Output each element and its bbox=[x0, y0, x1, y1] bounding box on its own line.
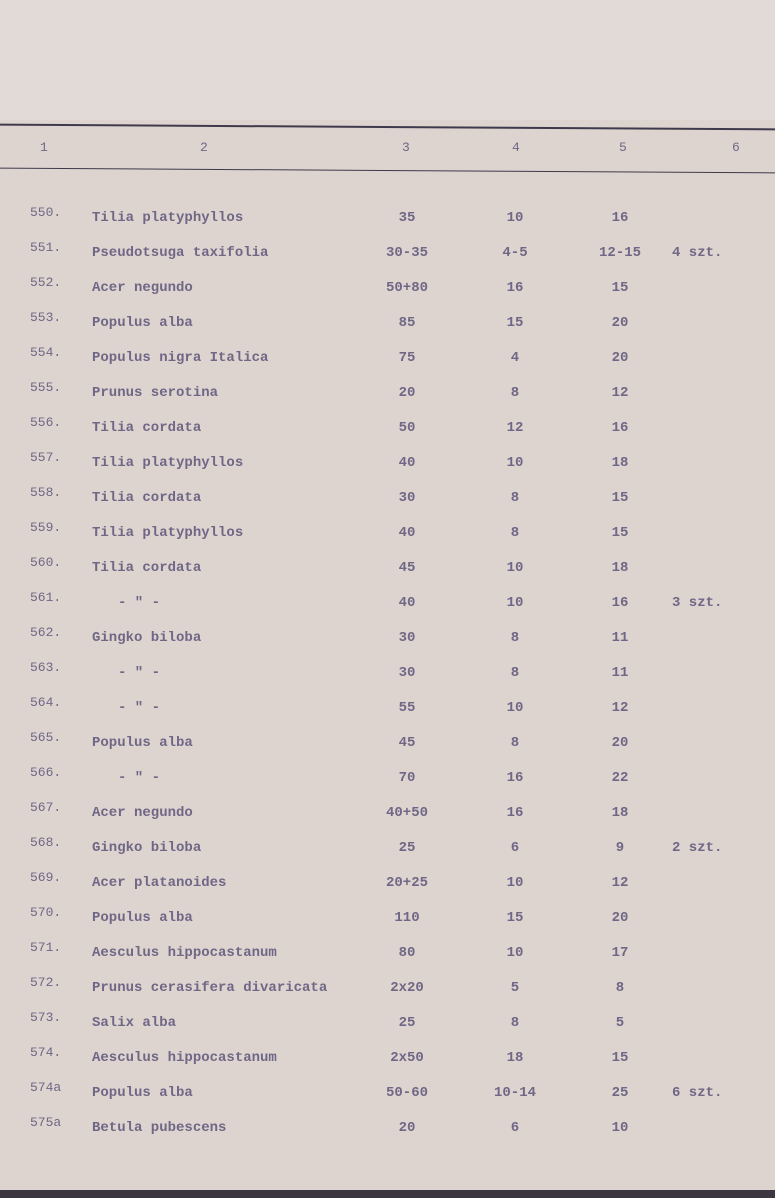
row-number: 553. bbox=[30, 310, 62, 325]
table-row bbox=[0, 625, 775, 660]
species-name: Tilia platyphyllos bbox=[92, 525, 244, 541]
table-row bbox=[0, 240, 775, 275]
table-row bbox=[0, 905, 775, 940]
value-col-3: 40 bbox=[398, 595, 416, 611]
value-col-4: 4 bbox=[510, 350, 520, 366]
value-col-5: 10 bbox=[611, 1120, 629, 1136]
value-col-5: 8 bbox=[615, 980, 625, 996]
value-col-3: 50-60 bbox=[385, 1085, 428, 1101]
value-col-4: 6 bbox=[510, 840, 520, 856]
table-row bbox=[0, 590, 775, 625]
table-row bbox=[0, 1010, 775, 1045]
table-row bbox=[0, 835, 775, 870]
value-col-5: 12-15 bbox=[598, 245, 641, 261]
header-bottom-rule bbox=[0, 168, 775, 174]
note: 2 szt. bbox=[672, 840, 723, 856]
header-col-4: 4 bbox=[512, 140, 520, 155]
row-number: 568. bbox=[30, 835, 62, 850]
species-name: Betula pubescens bbox=[92, 1120, 227, 1136]
value-col-3: 20+25 bbox=[385, 875, 428, 891]
row-number: 571. bbox=[30, 940, 62, 955]
species-name: Gingko biloba bbox=[92, 630, 202, 646]
value-col-3: 40+50 bbox=[385, 805, 428, 821]
row-number: 574. bbox=[30, 1045, 62, 1060]
value-col-4: 10-14 bbox=[493, 1085, 536, 1101]
table-row bbox=[0, 275, 775, 310]
row-number: 562. bbox=[30, 625, 62, 640]
value-col-3: 30 bbox=[398, 630, 416, 646]
row-number: 551. bbox=[30, 240, 62, 255]
row-number: 552. bbox=[30, 275, 62, 290]
row-number: 557. bbox=[30, 450, 62, 465]
value-col-5: 12 bbox=[611, 875, 629, 891]
value-col-5: 16 bbox=[611, 595, 629, 611]
value-col-4: 10 bbox=[506, 210, 524, 226]
value-col-3: 20 bbox=[398, 385, 416, 401]
value-col-4: 10 bbox=[506, 560, 524, 576]
table-row bbox=[0, 870, 775, 905]
value-col-4: 10 bbox=[506, 595, 524, 611]
value-col-3: 75 bbox=[398, 350, 416, 366]
value-col-5: 18 bbox=[611, 805, 629, 821]
value-col-5: 11 bbox=[611, 665, 629, 681]
row-number: 575a bbox=[30, 1115, 62, 1130]
value-col-5: 12 bbox=[611, 385, 629, 401]
column-number-header bbox=[0, 140, 775, 164]
note: 4 szt. bbox=[672, 245, 723, 261]
value-col-3: 45 bbox=[398, 735, 416, 751]
value-col-3: 30-35 bbox=[385, 245, 428, 261]
value-col-4: 4-5 bbox=[502, 245, 528, 261]
table-row bbox=[0, 1080, 775, 1115]
value-col-4: 8 bbox=[510, 385, 520, 401]
value-col-4: 8 bbox=[510, 490, 520, 506]
species-name: Aesculus hippocastanum bbox=[92, 1050, 277, 1066]
value-col-4: 8 bbox=[510, 1015, 520, 1031]
value-col-5: 15 bbox=[611, 490, 629, 506]
value-col-5: 25 bbox=[611, 1085, 629, 1101]
value-col-4: 15 bbox=[506, 315, 524, 331]
value-col-4: 16 bbox=[506, 770, 524, 786]
note: 3 szt. bbox=[672, 595, 723, 611]
value-col-5: 5 bbox=[615, 1015, 625, 1031]
value-col-5: 20 bbox=[611, 350, 629, 366]
value-col-3: 45 bbox=[398, 560, 416, 576]
species-name: Acer negundo bbox=[92, 805, 193, 821]
value-col-3: 85 bbox=[398, 315, 416, 331]
species-name: Populus alba bbox=[92, 735, 193, 751]
row-number: 567. bbox=[30, 800, 62, 815]
species-name: Populus alba bbox=[92, 1085, 193, 1101]
species-name: Pseudotsuga taxifolia bbox=[92, 245, 269, 261]
value-col-5: 18 bbox=[611, 455, 629, 471]
value-col-3: 40 bbox=[398, 525, 416, 541]
table-row bbox=[0, 380, 775, 415]
value-col-5: 18 bbox=[611, 560, 629, 576]
value-col-3: 80 bbox=[398, 945, 416, 961]
row-number: 572. bbox=[30, 975, 62, 990]
table-row bbox=[0, 485, 775, 520]
table-row bbox=[0, 730, 775, 765]
value-col-5: 9 bbox=[615, 840, 625, 856]
value-col-3: 20 bbox=[398, 1120, 416, 1136]
species-name: Populus alba bbox=[92, 910, 193, 926]
species-name: Aesculus hippocastanum bbox=[92, 945, 277, 961]
blank-top-margin bbox=[0, 0, 775, 120]
table-row bbox=[0, 1045, 775, 1080]
table-row bbox=[0, 345, 775, 380]
row-number: 559. bbox=[30, 520, 62, 535]
table-row bbox=[0, 555, 775, 590]
table-row bbox=[0, 940, 775, 975]
value-col-4: 6 bbox=[510, 1120, 520, 1136]
value-col-5: 11 bbox=[611, 630, 629, 646]
header-col-1: 1 bbox=[40, 140, 48, 155]
species-name: Tilia cordata bbox=[92, 420, 202, 436]
species-name: Acer platanoides bbox=[92, 875, 227, 891]
value-col-3: 40 bbox=[398, 455, 416, 471]
species-name: Tilia platyphyllos bbox=[92, 210, 244, 226]
value-col-3: 2x50 bbox=[390, 1050, 424, 1066]
value-col-4: 15 bbox=[506, 910, 524, 926]
value-col-4: 10 bbox=[506, 455, 524, 471]
value-col-4: 12 bbox=[506, 420, 524, 436]
value-col-3: 35 bbox=[398, 210, 416, 226]
value-col-5: 16 bbox=[611, 210, 629, 226]
table-row bbox=[0, 450, 775, 485]
value-col-3: 30 bbox=[398, 665, 416, 681]
value-col-3: 55 bbox=[398, 700, 416, 716]
row-number: 570. bbox=[30, 905, 62, 920]
species-name: Prunus serotina bbox=[92, 385, 219, 401]
value-col-4: 16 bbox=[506, 280, 524, 296]
value-col-4: 8 bbox=[510, 525, 520, 541]
value-col-3: 110 bbox=[394, 910, 420, 926]
value-col-5: 20 bbox=[611, 315, 629, 331]
value-col-3: 30 bbox=[398, 490, 416, 506]
row-number: 564. bbox=[30, 695, 62, 710]
value-col-5: 15 bbox=[611, 525, 629, 541]
species-name: Populus alba bbox=[92, 315, 193, 331]
species-name: Acer negundo bbox=[92, 280, 193, 296]
row-number: 565. bbox=[30, 730, 62, 745]
species-name: - " - bbox=[118, 595, 161, 611]
table-row bbox=[0, 765, 775, 800]
row-number: 558. bbox=[30, 485, 62, 500]
value-col-4: 18 bbox=[506, 1050, 524, 1066]
row-number: 563. bbox=[30, 660, 62, 675]
header-col-5: 5 bbox=[619, 140, 627, 155]
value-col-4: 16 bbox=[506, 805, 524, 821]
value-col-3: 50 bbox=[398, 420, 416, 436]
species-name: Tilia cordata bbox=[92, 560, 202, 576]
value-col-5: 12 bbox=[611, 700, 629, 716]
row-number: 555. bbox=[30, 380, 62, 395]
row-number: 561. bbox=[30, 590, 62, 605]
species-name: Gingko biloba bbox=[92, 840, 202, 856]
species-name: Tilia cordata bbox=[92, 490, 202, 506]
table-row bbox=[0, 1115, 775, 1150]
species-name: - " - bbox=[118, 665, 161, 681]
value-col-4: 5 bbox=[510, 980, 520, 996]
row-number: 573. bbox=[30, 1010, 62, 1025]
species-name: - " - bbox=[118, 700, 161, 716]
table-top-rule bbox=[0, 124, 775, 131]
value-col-3: 25 bbox=[398, 1015, 416, 1031]
header-col-6: 6 bbox=[732, 140, 740, 155]
value-col-5: 22 bbox=[611, 770, 629, 786]
value-col-3: 25 bbox=[398, 840, 416, 856]
value-col-4: 8 bbox=[510, 735, 520, 751]
table-row bbox=[0, 520, 775, 555]
row-number: 560. bbox=[30, 555, 62, 570]
value-col-4: 10 bbox=[506, 945, 524, 961]
row-number: 569. bbox=[30, 870, 62, 885]
value-col-5: 17 bbox=[611, 945, 629, 961]
row-number: 574a bbox=[30, 1080, 62, 1095]
value-col-5: 15 bbox=[611, 280, 629, 296]
table-row bbox=[0, 695, 775, 730]
value-col-3: 2x20 bbox=[390, 980, 424, 996]
row-number: 554. bbox=[30, 345, 62, 360]
value-col-5: 16 bbox=[611, 420, 629, 436]
row-number: 550. bbox=[30, 205, 62, 220]
value-col-5: 15 bbox=[611, 1050, 629, 1066]
species-name: Populus nigra Italica bbox=[92, 350, 269, 366]
note: 6 szt. bbox=[672, 1085, 723, 1101]
species-name: - " - bbox=[118, 770, 161, 786]
value-col-5: 20 bbox=[611, 910, 629, 926]
row-number: 556. bbox=[30, 415, 62, 430]
table-row bbox=[0, 975, 775, 1010]
table-row bbox=[0, 415, 775, 450]
table-row bbox=[0, 660, 775, 695]
table-row bbox=[0, 800, 775, 835]
table-row bbox=[0, 310, 775, 345]
value-col-5: 20 bbox=[611, 735, 629, 751]
species-name: Salix alba bbox=[92, 1015, 177, 1031]
page-bottom-shadow bbox=[0, 1190, 775, 1198]
value-col-3: 50+80 bbox=[385, 280, 428, 296]
header-col-3: 3 bbox=[402, 140, 410, 155]
value-col-4: 8 bbox=[510, 665, 520, 681]
table-row bbox=[0, 205, 775, 240]
row-number: 566. bbox=[30, 765, 62, 780]
species-name: Prunus cerasifera divaricata bbox=[92, 980, 328, 996]
value-col-4: 10 bbox=[506, 700, 524, 716]
value-col-3: 70 bbox=[398, 770, 416, 786]
value-col-4: 8 bbox=[510, 630, 520, 646]
header-col-2: 2 bbox=[200, 140, 208, 155]
value-col-4: 10 bbox=[506, 875, 524, 891]
species-name: Tilia platyphyllos bbox=[92, 455, 244, 471]
